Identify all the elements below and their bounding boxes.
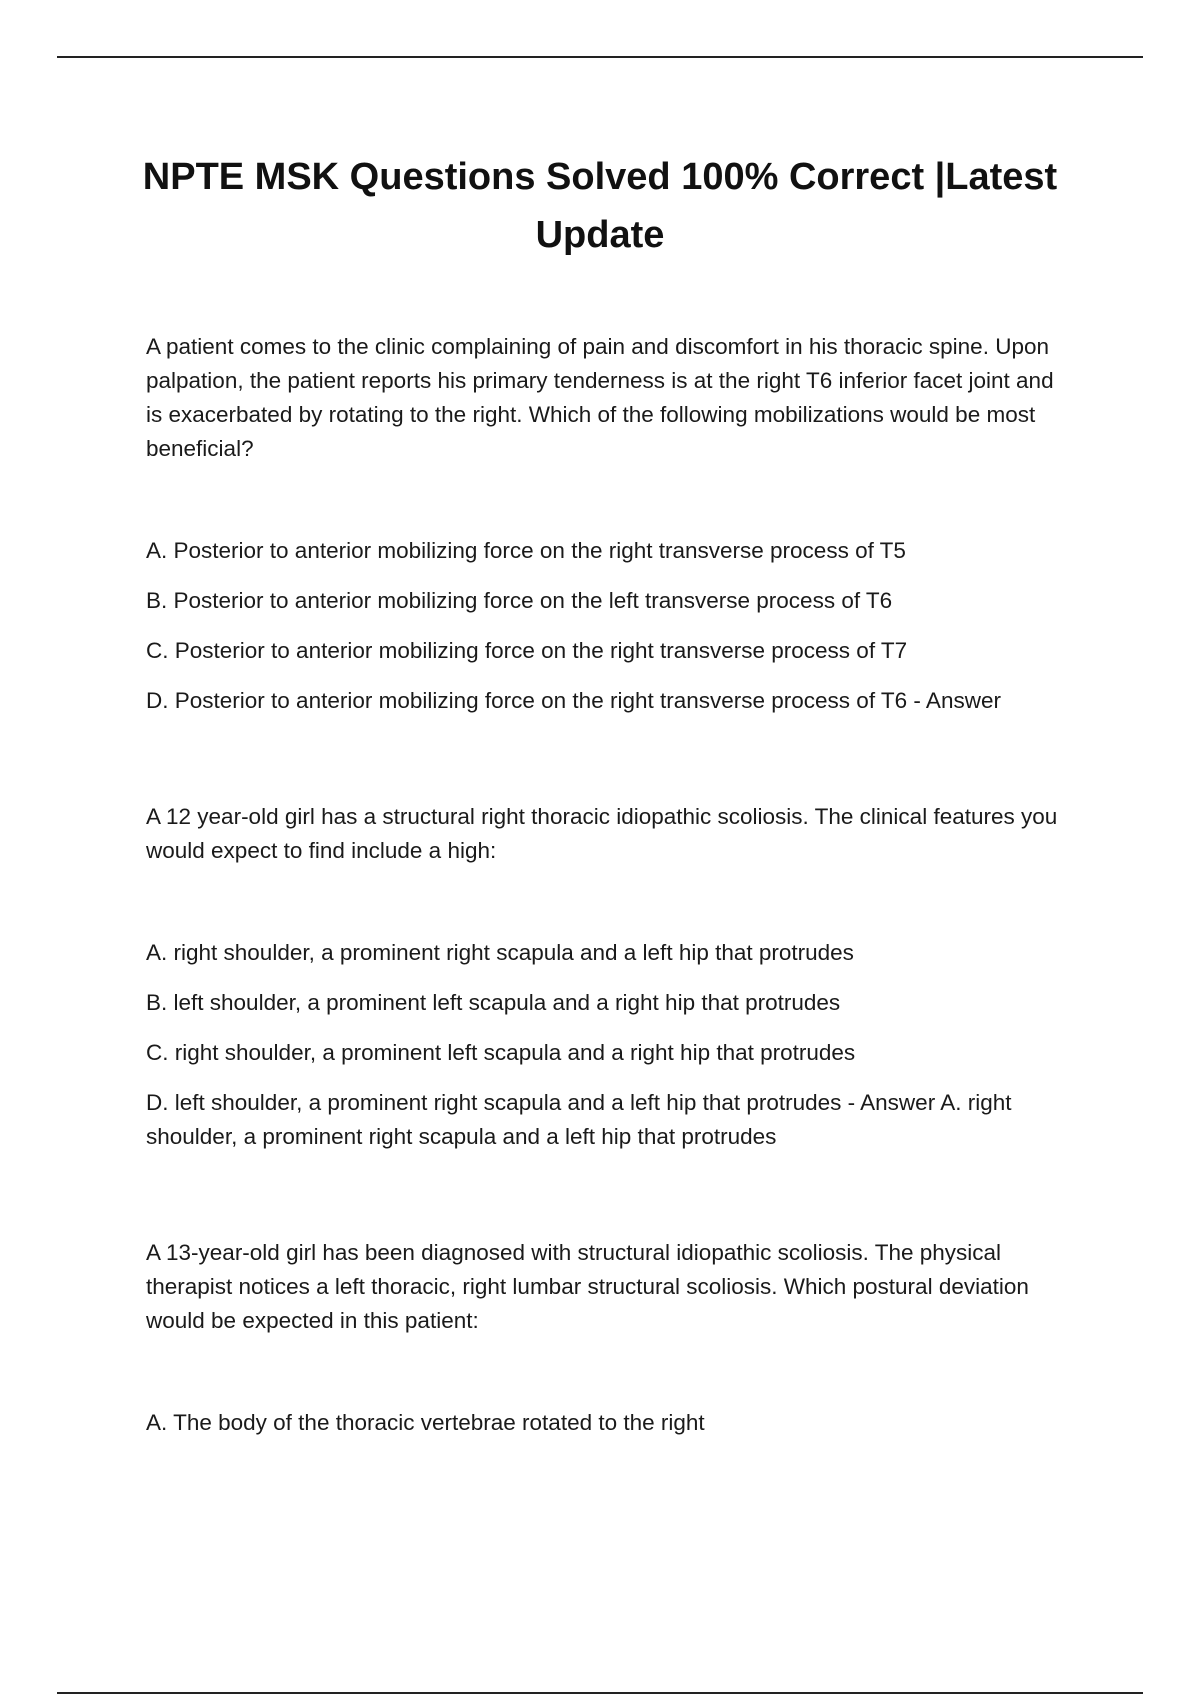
answer-option: B. Posterior to anterior mobilizing force on the left transverse process of T6	[146, 588, 893, 613]
answer-options	[146, 936, 1096, 1154]
answer-option: A. Posterior to anterior mobilizing force on the right transverse process of T5	[146, 538, 906, 563]
question-text: A patient comes to the clinic complaining of pain and discomfort in his thoracic spine. Upon palpation, the patient reports his primary tenderness is at the right T6 inferior facet joint and is exacerbated by rotating to the right. Which of the following mobilizations would be most beneficial?	[146, 334, 1054, 461]
question-block-1	[146, 330, 1096, 718]
answer-option: A. right shoulder, a prominent right scapula and a left hip that protrudes	[146, 940, 854, 965]
answer-option: B. left shoulder, a prominent left scapula and a right hip that protrudes	[146, 990, 841, 1015]
answer-option: D. left shoulder, a prominent right scapula and a left hip that protrudes - Answer A. right shoulder, a prominent right scapula and a left hip that protrudes	[146, 1090, 1012, 1149]
bottom-rule	[57, 1692, 1143, 1694]
answer-options	[146, 534, 1096, 718]
question-block-2	[146, 800, 1096, 1154]
answer-option: A. The body of the thoracic vertebrae rotated to the right	[146, 1410, 705, 1435]
answer-option: C. right shoulder, a prominent left scapula and a right hip that protrudes	[146, 1040, 856, 1065]
top-rule	[57, 56, 1143, 58]
question-text: A 13-year-old girl has been diagnosed with structural idiopathic scoliosis. The physical therapist notices a left thoracic, right lumbar structural scoliosis. Which postural deviation would be expected in this patient:	[146, 1240, 1029, 1333]
question-text: A 12 year-old girl has a structural right thoracic idiopathic scoliosis. The clinical features you would expect to find include a high:	[146, 804, 1058, 863]
question-block-3	[146, 1236, 1096, 1440]
answer-option: C. Posterior to anterior mobilizing force on the right transverse process of T7	[146, 638, 908, 663]
document-title: NPTE MSK Questions Solved 100% Correct |Latest Update	[142, 156, 1058, 256]
answer-options	[146, 1406, 1096, 1440]
answer-option: D. Posterior to anterior mobilizing force on the right transverse process of T6 - Answer	[146, 688, 1001, 713]
document-body	[146, 330, 1096, 1522]
